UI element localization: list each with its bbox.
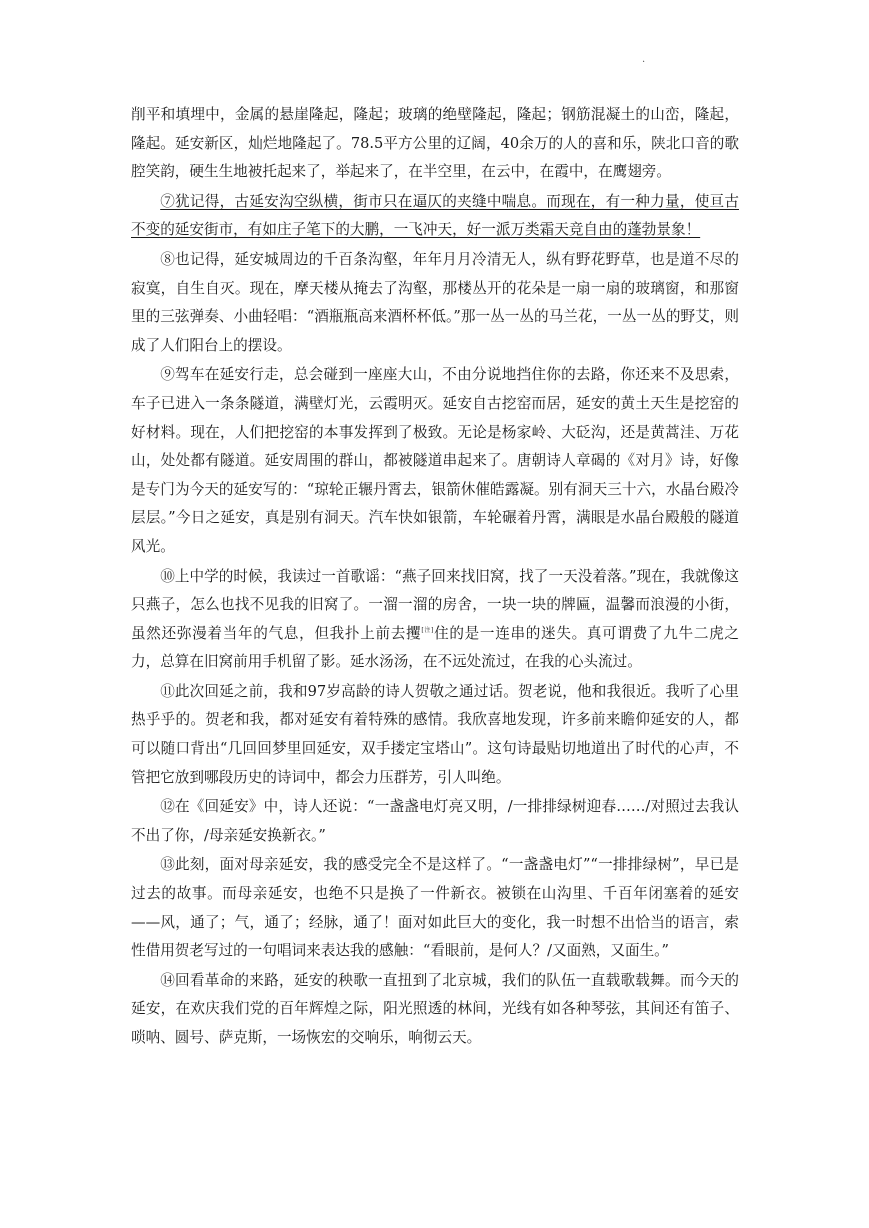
paragraph-text: ⑬此刻，面对母亲延安，我的感受完全不是这样了。“一盏盏电灯”“一排排绿树”，早已是过去的故事。而母亲延安，也绝不只是换了一件新衣。被锁在山沟里、千百年闭塞着的延安——风，通了；气，通了；经脉，通了！面对如此巨大的变化，我一时想不出恰当的语言，索性借用贺老写过的一句唱词来表达我的感触：“看眼前，是何人？/又面熟，又面生。” <box>131 856 739 960</box>
header-dot: . <box>642 54 646 65</box>
paragraph-13 <box>131 851 739 965</box>
paragraph-text: ⑧也记得，延安城周边的千百条沟壑，年年月月冷清无人，纵有野花野草，也是道不尽的寂寞，自生自灭。现在，摩天楼从掩去了沟壑，那楼丛开的花朵是一扇一扇的玻璃窗，和那窗里的三弦弹奏、小曲轻唱：“酒瓶瓶高来酒杯杯低。”那一丛一丛的马兰花，一丛一丛的野艾，则成了人们阳台上的摆设。 <box>131 250 739 354</box>
footnote-marker: [注] <box>421 626 434 634</box>
paragraph-text: 削平和填埋中，金属的悬崖隆起，隆起；玻璃的绝壁隆起，隆起；钢筋混凝土的山峦，隆起，隆起。延安新区，灿烂地隆起了。78.5平方公里的辽阔，40余万的人的喜和乐，陕北口音的歌腔笑韵，硬生生地被托起来了，举起来了，在半空里，在云中，在霞中，在鹰翅旁。 <box>131 106 739 181</box>
paragraph-text: ⑫在《回延安》中，诗人还说：“一盏盏电灯亮又明，/一排排绿树迎春……/对照过去我认不出了你，/母亲延安换新衣。” <box>131 798 739 844</box>
paragraph-text: ⑨驾车在延安行走，总会碰到一座座大山，不由分说地挡住你的去路，你还来不及思索，车子已进入一条条隧道，满壁灯光，云霞明灭。延安自古挖窑而居，延安的黄土天生是挖窑的好材料。现在，人们把挖窑的本事发挥到了极致。无论是杨家岭、大砭沟，还是黄蒿洼、万花山，处处都有隧道。延安周围的群山，都被隧道串起来了。唐朝诗人章碣的《对月》诗，好像是专门为今天的延安写的：“琼轮正辗丹霄去，银箭休催皓露凝。别有洞天三十六，水晶台殿冷层层。”今日之延安，真是别有洞天。汽车快如银箭，车轮碾着丹霄，满眼是水晶台殿般的隧道风光。 <box>131 366 739 555</box>
paragraph-text: ⑭回看革命的来路，延安的秧歌一直扭到了北京城，我们的队伍一直载歌载舞。而今天的延安，在欢庆我们党的百年辉煌之际，阳光照透的林间，光线有如各种琴弦，其间还有笛子、唢呐、圆号、萨克斯，一场恢宏的交响乐，响彻云天。 <box>131 971 739 1046</box>
paragraph-text: 住的是一连串的迷失。真可谓费了九牛二虎之力，总算在旧窝前用手机留了影。延水汤汤，在不远处流过，在我的心头流过。 <box>131 624 739 671</box>
paragraph-9 <box>131 361 739 561</box>
paragraph-7 <box>131 188 739 245</box>
paragraph-12 <box>131 793 739 850</box>
paragraph-text-underlined: ⑦犹记得，古延安沟空纵横，街市只在逼仄的夹缝中喘息。而现在，有一种力量，使亘古不变的延安街市，有如庄子笔下的大鹏，一飞冲天，好一派万类霜天竞自由的蓬勃景象！ <box>131 192 739 239</box>
paragraph-14 <box>131 967 739 1053</box>
document-body <box>131 101 739 1054</box>
paragraph-6-continued <box>131 101 739 187</box>
paragraph-10 <box>131 563 739 677</box>
paragraph-text: ⑪此次回延之前，我和97岁高龄的诗人贺敬之通过话。贺老说，他和我很近。我听了心里热乎乎的。贺老和我，都对延安有着特殊的感情。我欣喜地发现，许多前来瞻仰延安的人，都可以随口背出“几回回梦里回延安，双手搂定宝塔山”。这句诗最贴切地道出了时代的心声，不管把它放到哪段历史的诗词中，都会力压群芳，引人叫绝。 <box>131 682 739 786</box>
paragraph-text: ⑩上中学的时候，我读过一首歌谣：“燕子回来找旧窝，找了一天没着落。”现在，我就像这只燕子，怎么也找不见我的旧窝了。一溜一溜的房舍，一块一块的牌匾，温馨而浪漫的小街，虽然还弥漫着当年的气息，但我扑上前去攫 <box>131 567 739 642</box>
paragraph-11 <box>131 678 739 792</box>
paragraph-8 <box>131 246 739 360</box>
